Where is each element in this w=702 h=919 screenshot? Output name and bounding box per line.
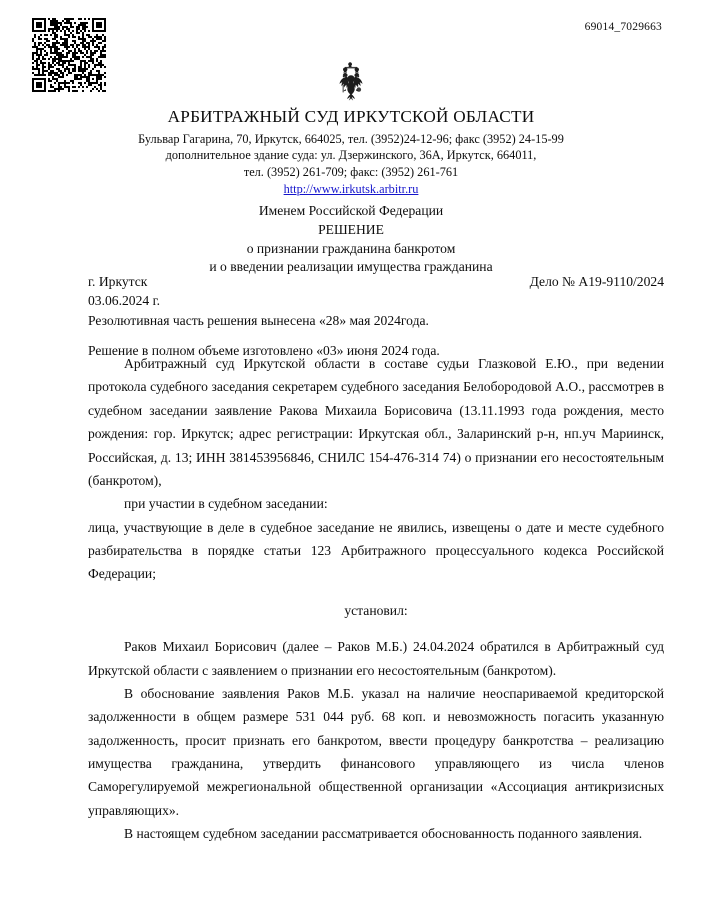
- title-subject-bankruptcy: о признании гражданина банкротом: [246, 240, 456, 256]
- body-established-heading: установил:: [344, 602, 408, 618]
- title-subject-property-realization: и о введении реализации имущества гражданина: [209, 259, 493, 275]
- title-decision: РЕШЕНИЕ: [318, 221, 384, 237]
- court-address-line-3: тел. (3952) 261-709; факс: (3952) 261-761: [243, 164, 459, 179]
- city-case-row: [88, 272, 664, 291]
- document-body: [88, 352, 664, 846]
- body-paragraph-debt-grounds: В обоснование заявления Раков М.Б. указал на наличие неоспариваемой кредиторской задолженности в общем размере 531 044 руб. 68 коп. и невозможность погасить указанную задолженность, просит признать его банкротом, ввести процедуру банкротства – реализацию имущества гражданина, утвердить финансового управляющего из числа членов Саморегулируемой межрегиональной общественной организации «Ассоциация антикризисных управляющих».: [88, 685, 664, 818]
- court-website-link[interactable]: http://www.irkutsk.arbitr.ru: [283, 182, 419, 197]
- court-address-line-1: Бульвар Гагарина, 70, Иркутск, 664025, тел. (3952)24-12-96; факс (3952) 24-15-99: [138, 132, 564, 147]
- document-meta: [88, 272, 664, 360]
- body-paragraph-application-filed: Раков Михаил Борисович (далее – Раков М.Б.) 24.04.2024 обратился в Арбитражный суд Иркутской области с заявлением о признании его несостоятельным (банкротом).: [88, 639, 664, 678]
- case-number: Дело № А19-9110/2024: [529, 274, 664, 289]
- court-address-block: [40, 131, 662, 198]
- body-paragraph-notification: лица, участвующие в деле в судебное заседание не явились, извещены о дате и месте судебного разбирательства в порядке статьи 123 Арбитражного процессуального кодекса Российской Федерации;: [88, 519, 664, 582]
- court-header: [40, 106, 662, 198]
- decision-date: 03.06.2024 г.: [88, 293, 161, 309]
- court-name: АРБИТРАЖНЫЙ СУД ИРКУТСКОЙ ОБЛАСТИ: [167, 107, 535, 126]
- body-paragraph-composition: Арбитражный суд Иркутской области в составе судьи Глазковой Е.Ю., при ведении протокола судебного заседания секретарем судебного заседания Белобородовой А.О., рассмотрев в судебном заседании заявление Ракова Михаила Борисовича (13.11.1993 года рождения, место рождения: гор. Иркутск; адрес регистрации: Иркутская обл., Заларинский р-н, нп.уч Мариинск, Российская, д. 13; ИНН 381453956846, СНИЛС 154-476-314 74) о признании его несостоятельным (банкротом),: [88, 356, 664, 488]
- body-participation-heading: при участии в судебном заседании:: [124, 496, 328, 512]
- court-website-line: [40, 180, 662, 197]
- full-text-date: Решение в полном объеме изготовлено «03» июня 2024 года.: [88, 342, 440, 358]
- document-id: 69014_7029663: [584, 21, 662, 33]
- city-label: г. Иркутск: [88, 274, 148, 289]
- body-paragraph-current-hearing: В настоящем судебном заседании рассматривается обоснованность поданного заявления.: [124, 826, 643, 842]
- document-title-block: [40, 202, 662, 277]
- court-address-line-2: дополнительное здание суда: ул. Дзержинского, 36А, Иркутск, 664011,: [165, 148, 537, 163]
- resolution-part-date: Резолютивная часть решения вынесена «28» мая 2024года.: [88, 312, 429, 328]
- title-in-name-of-federation: Именем Российской Федерации: [258, 203, 444, 218]
- russian-coat-of-arms-icon: [0, 62, 702, 108]
